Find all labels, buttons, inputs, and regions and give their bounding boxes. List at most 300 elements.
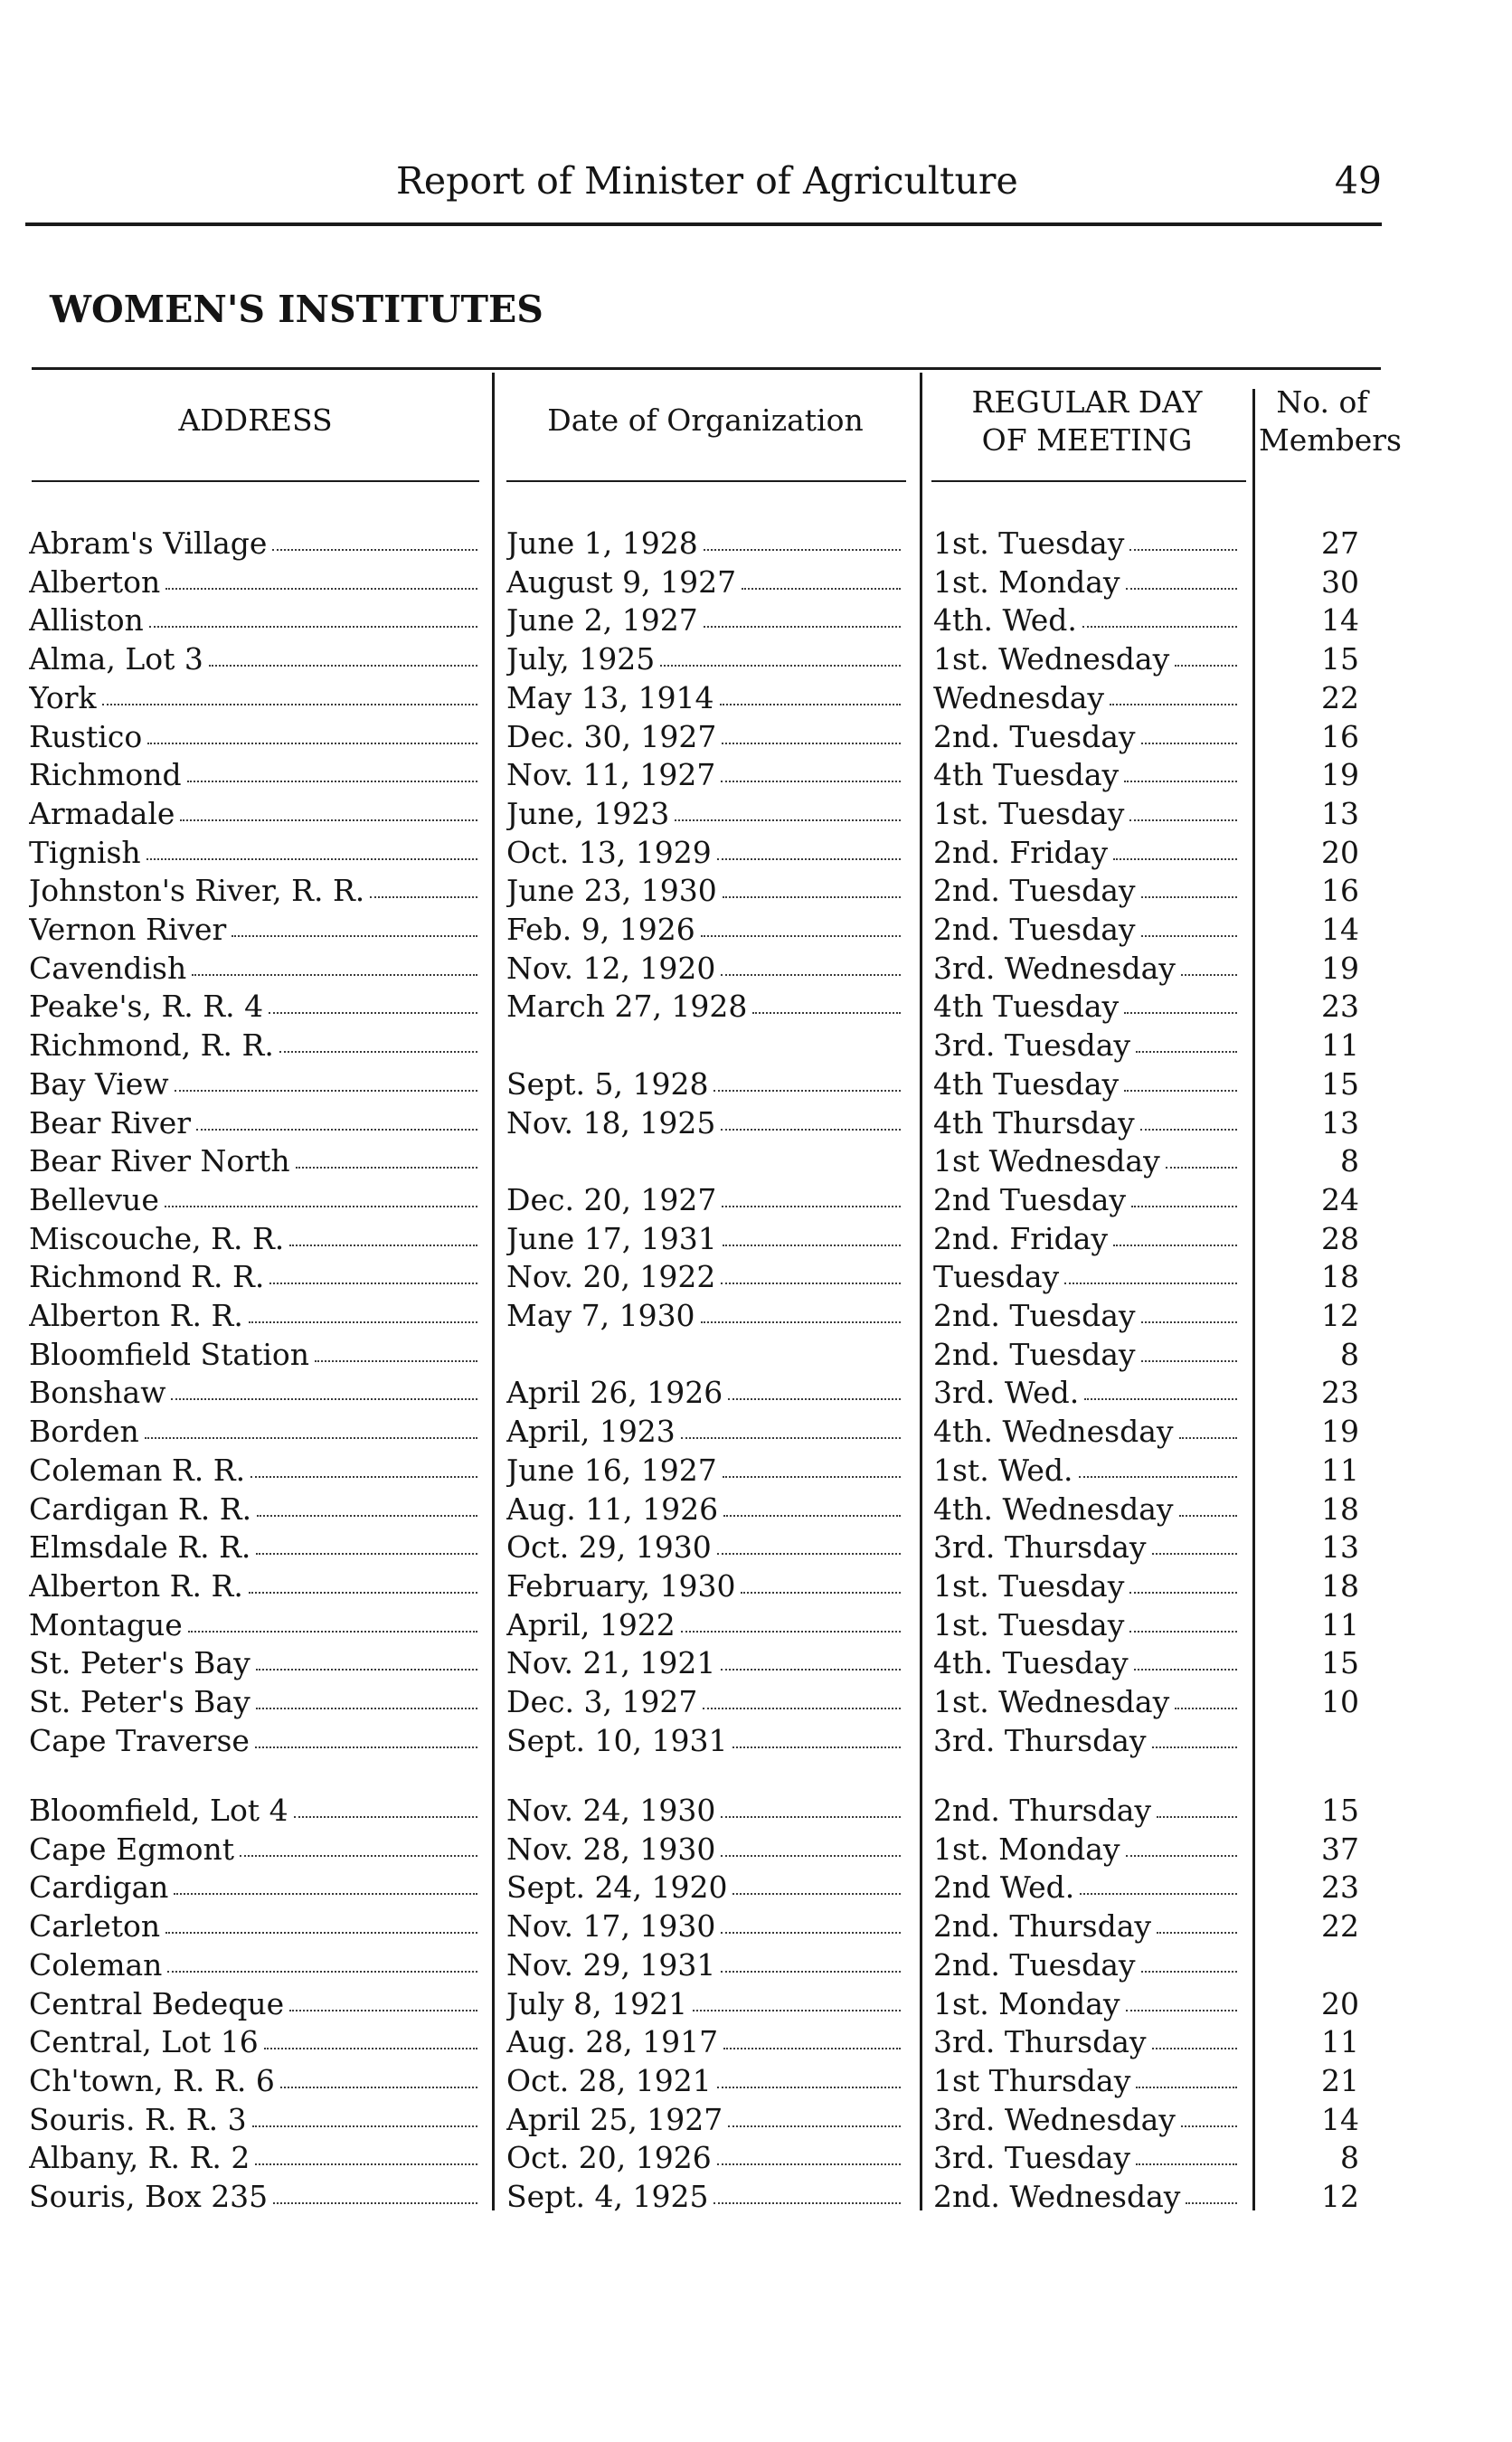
address-cell — [29, 563, 481, 601]
meeting-day-cell — [933, 1606, 1241, 1644]
address-cell — [29, 1985, 481, 2023]
dot-leader — [264, 2048, 477, 2049]
dot-leader — [1181, 974, 1237, 976]
members-count: 37 — [1321, 1831, 1359, 1867]
address-text: Cape Egmont — [29, 1831, 234, 1867]
address-cell — [29, 1104, 481, 1142]
meeting-day-cell — [933, 1181, 1241, 1219]
date-text: Oct. 13, 1929 — [506, 834, 712, 870]
table-row — [0, 1220, 1512, 1258]
address-text: Bay View — [29, 1065, 169, 1102]
table-row — [0, 1644, 1512, 1682]
members-count — [1282, 1946, 1359, 1984]
meeting-day-cell — [933, 950, 1241, 988]
members-count: 27 — [1321, 525, 1359, 561]
meeting-day-cell — [933, 1491, 1241, 1529]
dot-leader — [269, 1012, 477, 1014]
meeting-day-text: 1st. Monday — [933, 1985, 1120, 2021]
date-cell — [506, 1220, 904, 1258]
members-count: 11 — [1321, 1452, 1359, 1488]
dot-leader — [721, 1816, 901, 1818]
table-row — [0, 2178, 1512, 2216]
dot-leader — [723, 1476, 901, 1478]
meeting-day-cell — [933, 1336, 1241, 1374]
date-cell — [506, 1104, 904, 1142]
table-row — [0, 1831, 1512, 1869]
dot-leader — [721, 1932, 901, 1934]
column-header-day-line1: REGULAR DAY — [971, 384, 1203, 420]
address-text: Rustico — [29, 718, 143, 754]
address-text: Montague — [29, 1606, 183, 1642]
members-count: 15 — [1321, 1645, 1359, 1681]
meeting-day-text: 4th Tuesday — [933, 1065, 1120, 1102]
dot-leader — [209, 665, 477, 667]
dot-leader — [145, 1437, 477, 1439]
date-cell — [506, 834, 904, 872]
meeting-day-cell — [933, 1831, 1241, 1869]
meeting-day-cell — [933, 679, 1241, 717]
address-cell — [29, 1683, 481, 1721]
date-cell — [506, 756, 904, 794]
dot-leader — [1175, 665, 1237, 667]
date-text: February, 1930 — [506, 1567, 736, 1604]
dot-leader — [704, 626, 901, 628]
date-cell — [506, 2178, 904, 2216]
address-text: Alberton — [29, 563, 161, 600]
members-count: 20 — [1321, 834, 1359, 870]
dot-leader — [165, 588, 477, 590]
address-cell — [29, 1374, 481, 1412]
dot-leader — [717, 2087, 901, 2088]
dot-leader — [701, 1321, 901, 1323]
members-count: 19 — [1321, 1414, 1359, 1450]
members-count: 12 — [1321, 2179, 1359, 2214]
date-cell — [506, 1606, 904, 1644]
dot-leader — [1141, 1360, 1237, 1362]
address-cell — [29, 2062, 481, 2100]
date-text: June 2, 1927 — [506, 602, 698, 639]
dot-leader — [1141, 935, 1237, 937]
meeting-day-cell — [933, 872, 1241, 910]
dot-leader — [149, 626, 477, 628]
address-text: Alliston — [29, 602, 144, 639]
date-text: Aug. 11, 1926 — [506, 1491, 719, 1527]
date-text: July 8, 1921 — [506, 1985, 688, 2021]
dot-leader — [272, 549, 477, 551]
dot-leader — [174, 1893, 477, 1895]
date-text: Dec. 20, 1927 — [506, 1181, 717, 1217]
column-header-date: Date of Organization — [547, 402, 864, 438]
meeting-day-cell — [933, 1258, 1241, 1296]
meeting-day-text: 2nd. Tuesday — [933, 718, 1136, 754]
dot-leader — [1134, 1669, 1237, 1671]
meeting-day-cell — [933, 1027, 1241, 1065]
date-text: Feb. 9, 1926 — [506, 912, 695, 947]
dot-leader — [249, 1592, 477, 1594]
dot-leader — [256, 1669, 477, 1671]
section-title: WOMEN'S INSTITUTES — [50, 288, 543, 331]
column-header-day-line2: OF MEETING — [981, 422, 1193, 458]
column-header-members-line1: No. of — [1276, 384, 1368, 420]
table-row — [0, 1297, 1512, 1335]
dot-leader — [723, 1515, 901, 1517]
members-count: 30 — [1321, 563, 1359, 600]
meeting-day-text: 1st. Tuesday — [933, 795, 1125, 831]
dot-leader — [1179, 1437, 1237, 1439]
date-cell — [506, 563, 904, 601]
members-count: 11 — [1321, 1606, 1359, 1642]
meeting-day-text: 1st Thursday — [933, 2062, 1131, 2098]
dot-leader — [269, 1283, 477, 1284]
dot-leader — [165, 1932, 477, 1934]
date-text: Nov. 29, 1931 — [506, 1946, 716, 1983]
date-text: June 23, 1930 — [506, 873, 717, 909]
table-row — [0, 1374, 1512, 1412]
address-text: Cardigan — [29, 1869, 169, 1906]
date-text: Nov. 28, 1930 — [506, 1831, 716, 1867]
address-cell — [29, 2139, 481, 2177]
address-text: Bloomfield Station — [29, 1336, 310, 1372]
date-text: Nov. 24, 1930 — [506, 1793, 716, 1828]
meeting-day-text: 3rd. Wednesday — [933, 2101, 1176, 2137]
table-row — [0, 1258, 1512, 1296]
dot-leader — [1181, 2125, 1237, 2127]
meeting-day-text: 2nd. Tuesday — [933, 1298, 1136, 1333]
table-row — [0, 1336, 1512, 1374]
members-count: 15 — [1321, 1065, 1359, 1102]
address-text: Souris. R. R. 3 — [29, 2101, 247, 2137]
address-cell — [29, 1065, 481, 1103]
address-cell — [29, 1869, 481, 1907]
meeting-day-cell — [933, 1065, 1241, 1103]
meeting-day-cell — [933, 2023, 1241, 2061]
dot-leader — [1126, 588, 1237, 590]
dot-leader — [273, 2202, 477, 2204]
meeting-day-text: 3rd. Tuesday — [933, 1027, 1131, 1064]
address-cell — [29, 1336, 481, 1374]
dot-leader — [1064, 1283, 1237, 1284]
members-count — [1282, 1722, 1359, 1760]
address-cell — [29, 1831, 481, 1869]
date-text: Dec. 3, 1927 — [506, 1684, 698, 1719]
date-cell — [506, 1491, 904, 1529]
table-row — [0, 1606, 1512, 1644]
members-count: 18 — [1321, 1259, 1359, 1295]
dot-leader — [1079, 1476, 1237, 1478]
meeting-day-cell — [933, 1644, 1241, 1682]
address-text: Carleton — [29, 1908, 161, 1945]
meeting-day-cell — [933, 2101, 1241, 2139]
address-cell — [29, 911, 481, 949]
table-row — [0, 2023, 1512, 2061]
date-text: Sept. 10, 1931 — [506, 1722, 728, 1758]
date-cell — [506, 1452, 904, 1490]
meeting-day-cell — [933, 1297, 1241, 1335]
dot-leader — [255, 2163, 477, 2165]
table-row — [0, 1722, 1512, 1760]
members-count: 20 — [1321, 1985, 1359, 2021]
dot-leader — [1136, 1051, 1237, 1053]
meeting-day-cell — [933, 1946, 1241, 1984]
dot-leader — [289, 2010, 477, 2011]
members-count: 11 — [1321, 1027, 1359, 1064]
members-count: 16 — [1321, 873, 1359, 909]
address-cell — [29, 1027, 481, 1065]
table-row — [0, 525, 1512, 563]
date-text: Nov. 12, 1920 — [506, 950, 716, 986]
dot-leader — [1084, 1398, 1237, 1400]
table-row — [0, 679, 1512, 717]
address-text: Cavendish — [29, 950, 187, 986]
dot-leader — [1126, 1855, 1237, 1857]
date-cell — [506, 795, 904, 833]
date-cell — [506, 2023, 904, 2061]
address-cell — [29, 679, 481, 717]
dot-leader — [1080, 1893, 1237, 1895]
dot-leader — [165, 1206, 477, 1207]
date-cell — [506, 1258, 904, 1296]
date-text: April, 1922 — [506, 1606, 676, 1642]
date-cell — [506, 1907, 904, 1945]
members-count: 8 — [1340, 2140, 1359, 2176]
table-row — [0, 950, 1512, 988]
address-cell — [29, 988, 481, 1026]
dot-leader — [703, 1708, 901, 1709]
header-underline-date — [506, 480, 906, 482]
table-row — [0, 563, 1512, 601]
meeting-day-text: 2nd. Friday — [933, 834, 1109, 870]
meeting-day-cell — [933, 640, 1241, 678]
table-row — [0, 795, 1512, 833]
dot-leader — [257, 1515, 477, 1517]
date-text: June 1, 1928 — [506, 525, 698, 561]
date-text: Aug. 28, 1917 — [506, 2024, 719, 2060]
meeting-day-cell — [933, 1567, 1241, 1605]
header-underline-day — [931, 480, 1246, 482]
date-text: May 7, 1930 — [506, 1298, 695, 1333]
date-text: August 9, 1927 — [506, 563, 737, 600]
table-row — [0, 872, 1512, 910]
address-text: York — [29, 679, 97, 715]
dot-leader — [289, 1245, 477, 1246]
date-cell — [506, 1181, 904, 1219]
dot-leader — [1124, 781, 1237, 782]
members-count: 14 — [1321, 912, 1359, 947]
meeting-day-cell — [933, 525, 1241, 563]
dot-leader — [720, 704, 901, 705]
dot-leader — [232, 935, 477, 937]
dot-leader — [1126, 2010, 1237, 2011]
meeting-day-text: 4th Tuesday — [933, 757, 1120, 793]
address-text: Cape Traverse — [29, 1722, 250, 1758]
dot-leader — [732, 1893, 901, 1895]
meeting-day-text: 2nd Tuesday — [933, 1181, 1127, 1217]
date-text: April 26, 1926 — [506, 1375, 723, 1411]
meeting-day-cell — [933, 795, 1241, 833]
dot-leader — [146, 858, 477, 860]
date-cell — [506, 1567, 904, 1605]
dot-leader — [701, 935, 901, 937]
meeting-day-text: 3rd. Thursday — [933, 1722, 1147, 1758]
meeting-day-text: 2nd. Tuesday — [933, 912, 1136, 947]
meeting-day-text: 1st. Wed. — [933, 1452, 1073, 1488]
dot-leader — [660, 665, 901, 667]
dot-leader — [721, 1855, 901, 1857]
table-row — [0, 1181, 1512, 1219]
date-cell — [506, 1336, 904, 1374]
meeting-day-text: 4th Tuesday — [933, 989, 1120, 1025]
dot-leader — [255, 1746, 477, 1748]
column-header-address: ADDRESS — [178, 402, 333, 438]
date-cell — [506, 2139, 904, 2177]
meeting-day-cell — [933, 2178, 1241, 2216]
dot-leader — [1152, 1746, 1237, 1748]
table-row — [0, 2062, 1512, 2100]
meeting-day-text: 4th. Wednesday — [933, 1414, 1174, 1450]
dot-leader — [722, 1206, 901, 1207]
meeting-day-cell — [933, 2139, 1241, 2177]
date-text: Dec. 30, 1927 — [506, 718, 717, 754]
meeting-day-cell — [933, 601, 1241, 639]
address-cell — [29, 640, 481, 678]
date-text: Nov. 17, 1930 — [506, 1908, 716, 1945]
dot-leader — [721, 974, 901, 976]
dot-leader — [1152, 2048, 1237, 2049]
dot-leader — [1113, 1245, 1237, 1246]
dot-leader — [1141, 1971, 1237, 1973]
dot-leader — [704, 549, 901, 551]
members-count: 19 — [1321, 950, 1359, 986]
address-text: Alma, Lot 3 — [29, 641, 203, 677]
dot-leader — [171, 1398, 477, 1400]
date-cell — [506, 1297, 904, 1335]
members-count: 12 — [1321, 1298, 1359, 1333]
date-cell — [506, 679, 904, 717]
members-count: 13 — [1321, 795, 1359, 831]
date-text: Nov. 21, 1921 — [506, 1645, 716, 1681]
dot-leader — [1157, 1932, 1237, 1934]
dot-leader — [167, 1971, 477, 1973]
meeting-day-text: 2nd. Tuesday — [933, 873, 1136, 909]
meeting-day-text: 3rd. Thursday — [933, 2024, 1147, 2060]
address-text: Bear River North — [29, 1143, 290, 1179]
address-text: Richmond — [29, 757, 182, 793]
table-row — [0, 756, 1512, 794]
address-cell — [29, 1644, 481, 1682]
address-cell — [29, 1792, 481, 1830]
meeting-day-cell — [933, 563, 1241, 601]
address-text: Richmond, R. R. — [29, 1027, 274, 1064]
dot-leader — [681, 1631, 901, 1633]
members-count: 16 — [1321, 718, 1359, 754]
date-cell — [506, 1985, 904, 2023]
members-count: 11 — [1321, 2024, 1359, 2060]
dot-leader — [717, 858, 901, 860]
address-cell — [29, 1606, 481, 1644]
meeting-day-text: 1st. Tuesday — [933, 525, 1125, 561]
dot-leader — [1124, 1012, 1237, 1014]
address-text: Johnston's River, R. R. — [29, 873, 365, 909]
members-count: 15 — [1321, 1793, 1359, 1828]
address-cell — [29, 1567, 481, 1605]
dot-leader — [723, 1245, 901, 1246]
date-cell — [506, 601, 904, 639]
meeting-day-cell — [933, 1374, 1241, 1412]
address-text: Souris, Box 235 — [29, 2179, 269, 2214]
meeting-day-cell — [933, 1452, 1241, 1490]
address-cell — [29, 872, 481, 910]
meeting-day-text: 1st. Wednesday — [933, 1684, 1170, 1719]
address-cell — [29, 1413, 481, 1451]
dot-leader — [1129, 819, 1237, 821]
table-row — [0, 1142, 1512, 1180]
table-row — [0, 640, 1512, 678]
date-cell — [506, 1413, 904, 1451]
address-cell — [29, 1258, 481, 1296]
dot-leader — [742, 588, 901, 590]
meeting-day-text: 3rd. Wed. — [933, 1375, 1080, 1411]
date-cell — [506, 1683, 904, 1721]
meeting-day-cell — [933, 1907, 1241, 1945]
meeting-day-text: 4th. Wed. — [933, 602, 1077, 639]
table-row — [0, 834, 1512, 872]
date-text: June 17, 1931 — [506, 1220, 717, 1256]
dot-leader — [102, 704, 477, 705]
table-row — [0, 1792, 1512, 1830]
meeting-day-cell — [933, 911, 1241, 949]
address-text: Cardigan R. R. — [29, 1491, 252, 1527]
dot-leader — [256, 1553, 477, 1555]
address-text: Bear River — [29, 1104, 192, 1141]
members-count: 13 — [1321, 1529, 1359, 1566]
members-count: 28 — [1321, 1220, 1359, 1256]
dot-leader — [741, 1592, 901, 1594]
date-cell — [506, 1792, 904, 1830]
address-cell — [29, 601, 481, 639]
address-cell — [29, 1946, 481, 1984]
address-cell — [29, 950, 481, 988]
dot-leader — [721, 1283, 901, 1284]
dot-leader — [721, 1669, 901, 1671]
members-count: 22 — [1321, 1908, 1359, 1945]
meeting-day-text: 2nd. Friday — [933, 1220, 1109, 1256]
meeting-day-text: 3rd. Wednesday — [933, 950, 1176, 986]
dot-leader — [315, 1360, 477, 1362]
dot-leader — [723, 896, 901, 898]
dot-leader — [1141, 743, 1237, 744]
meeting-day-text: Tuesday — [933, 1259, 1060, 1295]
date-cell — [506, 1529, 904, 1566]
dot-leader — [280, 2087, 477, 2088]
members-count: 14 — [1321, 602, 1359, 639]
dot-leader — [1152, 1553, 1237, 1555]
address-text: Central Bedeque — [29, 1985, 285, 2021]
date-cell — [506, 2062, 904, 2100]
meeting-day-text: 3rd. Thursday — [933, 1529, 1147, 1566]
address-text: Alberton R. R. — [29, 1298, 243, 1333]
address-cell — [29, 2023, 481, 2061]
meeting-day-cell — [933, 834, 1241, 872]
dot-leader — [721, 1971, 901, 1973]
date-cell — [506, 1027, 904, 1065]
meeting-day-cell — [933, 718, 1241, 756]
address-cell — [29, 1452, 481, 1490]
address-text: Central, Lot 16 — [29, 2024, 259, 2060]
address-text: Peake's, R. R. 4 — [29, 989, 264, 1025]
date-text: June 16, 1927 — [506, 1452, 717, 1488]
members-count: 13 — [1321, 1104, 1359, 1141]
date-text: Oct. 20, 1926 — [506, 2140, 712, 2176]
